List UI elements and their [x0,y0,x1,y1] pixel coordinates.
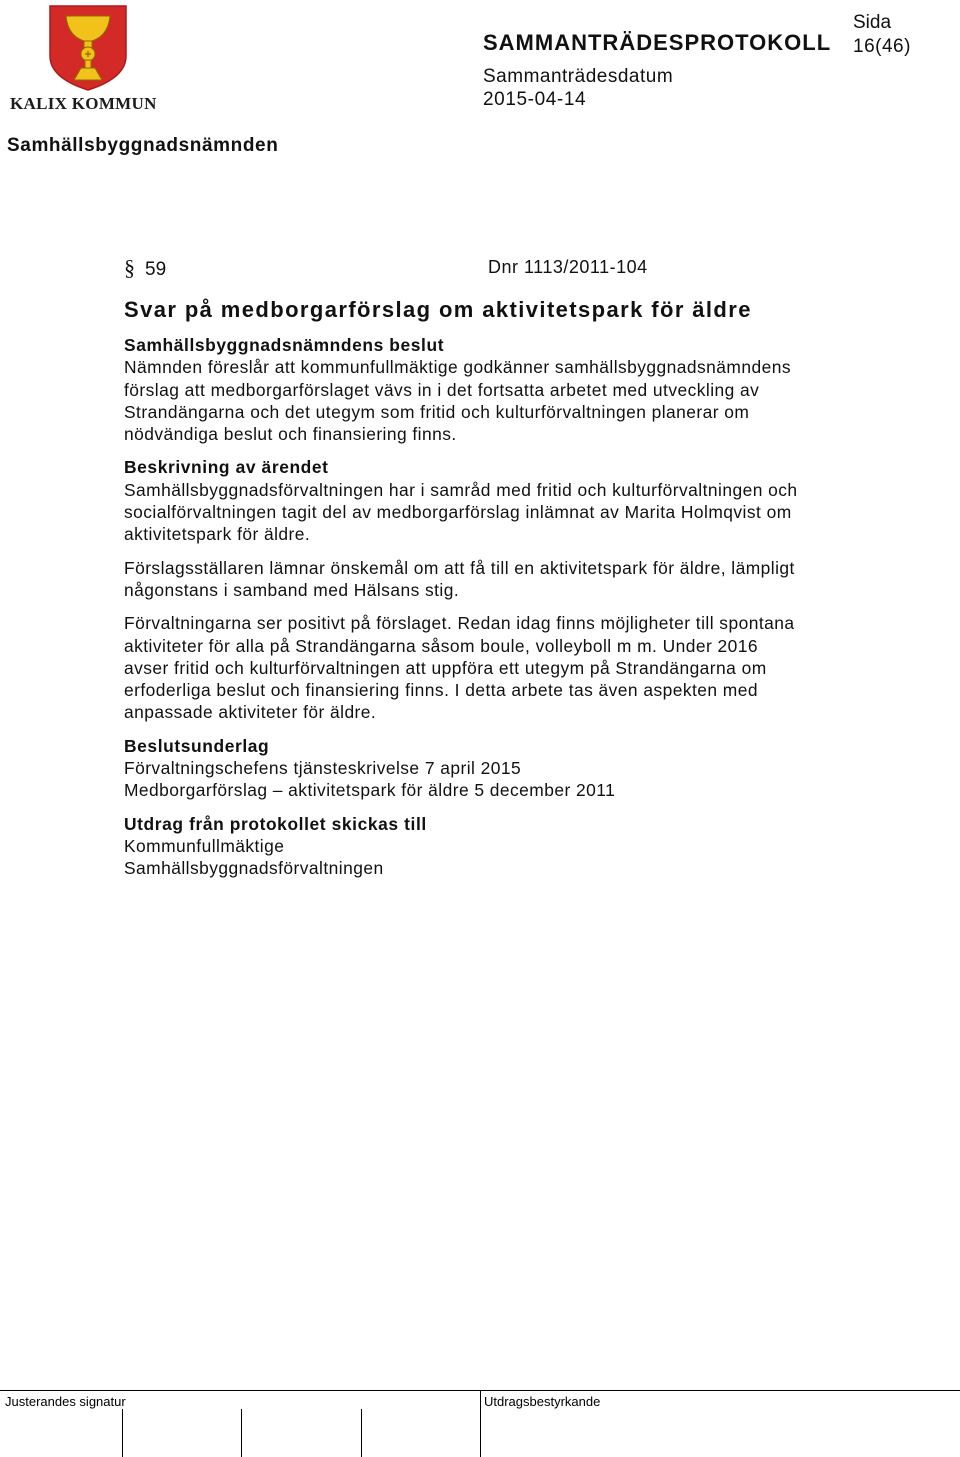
description-line: socialförvaltningen tagit del av medborgarförslag inlämnat av Marita Holmqvist om [124,502,792,523]
signature-label: Justerandes signatur [5,1394,126,1409]
description-heading: Beskrivning av ärendet [124,457,329,478]
description-line: anpassade aktiviteter för äldre. [124,702,377,723]
description-paragraph-1 [124,479,914,546]
paragraph-symbol: § [124,255,135,280]
certification-label: Utdragsbestyrkande [484,1394,601,1409]
meeting-date: 2015-04-14 [483,89,587,110]
paragraph-number-value: 59 [145,259,167,280]
description-paragraph-3 [124,612,914,723]
description-paragraph-2 [124,557,914,602]
kalix-kommun-logo [10,4,160,114]
document-title: SAMMANTRÄDESPROTOKOLL [483,30,832,55]
decision-line: nödvändiga beslut och finansiering finns. [124,424,457,445]
committee-name: Samhällsbyggnadsnämnden [7,135,279,156]
description-line: erfoderliga beslut och finansiering finns. I detta arbete tas även aspekten med [124,680,758,701]
case-body [124,334,914,880]
paragraph-number [124,255,166,281]
description-line: Förslagsställaren lämnar önskemål om att få till en aktivitetspark för äldre, lämpligt [124,557,795,578]
signature-box-divider [480,1391,481,1457]
page-number: 16(46) [853,36,911,57]
logo-text: KALIX KOMMUN [10,94,157,113]
distribution-item: Kommunfullmäktige [124,835,285,856]
signature-footer [0,1390,960,1457]
signature-box-divider [241,1409,242,1457]
description-line: Förvaltningarna ser positivt på förslaget. Redan idag finns möjligheter till spontana [124,613,795,634]
decision-heading: Samhällsbyggnadsnämndens beslut [124,335,445,355]
decision-line: Nämnden föreslår att kommunfullmäktige godkänner samhällsbyggnadsnämndens [124,357,791,378]
description-line: aktiviteter för alla på Strandängarna såsom boule, volleyboll m m. Under 2016 [124,635,758,656]
signature-box-divider [122,1409,123,1457]
decision-text [124,356,914,445]
description-line: Samhällsbyggnadsförvaltningen har i samråd med fritid och kulturförvaltningen och [124,479,798,500]
case-reference-number: Dnr 1113/2011-104 [488,257,648,277]
decision-line: förslag att medborgarförslaget vävs in i det fortsatta arbetet med utveckling av [124,379,760,400]
distribution-list [124,835,914,880]
distribution-item: Samhällsbyggnadsförvaltningen [124,858,384,879]
meeting-date-label: Sammanträdesdatum [483,66,674,87]
coat-of-arms-icon [48,4,128,92]
basis-item: Medborgarförslag – aktivitetspark för äldre 5 december 2011 [124,780,616,801]
description-line: aktivitetspark för äldre. [124,524,311,545]
basis-heading: Beslutsunderlag [124,735,270,756]
decision-line: Strandängarna och det utegym som fritid och kulturförvaltningen planerar om [124,401,750,422]
distribution-heading: Utdrag från protokollet skickas till [124,813,427,834]
basis-list [124,757,914,802]
description-line: någonstans i samband med Hälsans stig. [124,579,460,600]
description-line: avser fritid och kulturförvaltningen att uppföra ett utegym på Strandängarna om [124,657,767,678]
basis-item: Förvaltningschefens tjänsteskrivelse 7 april 2015 [124,758,522,779]
case-heading: Svar på medborgarförslag om aktivitetspark för äldre [124,297,752,322]
signature-box-divider [361,1409,362,1457]
page-label: Sida [853,12,892,33]
